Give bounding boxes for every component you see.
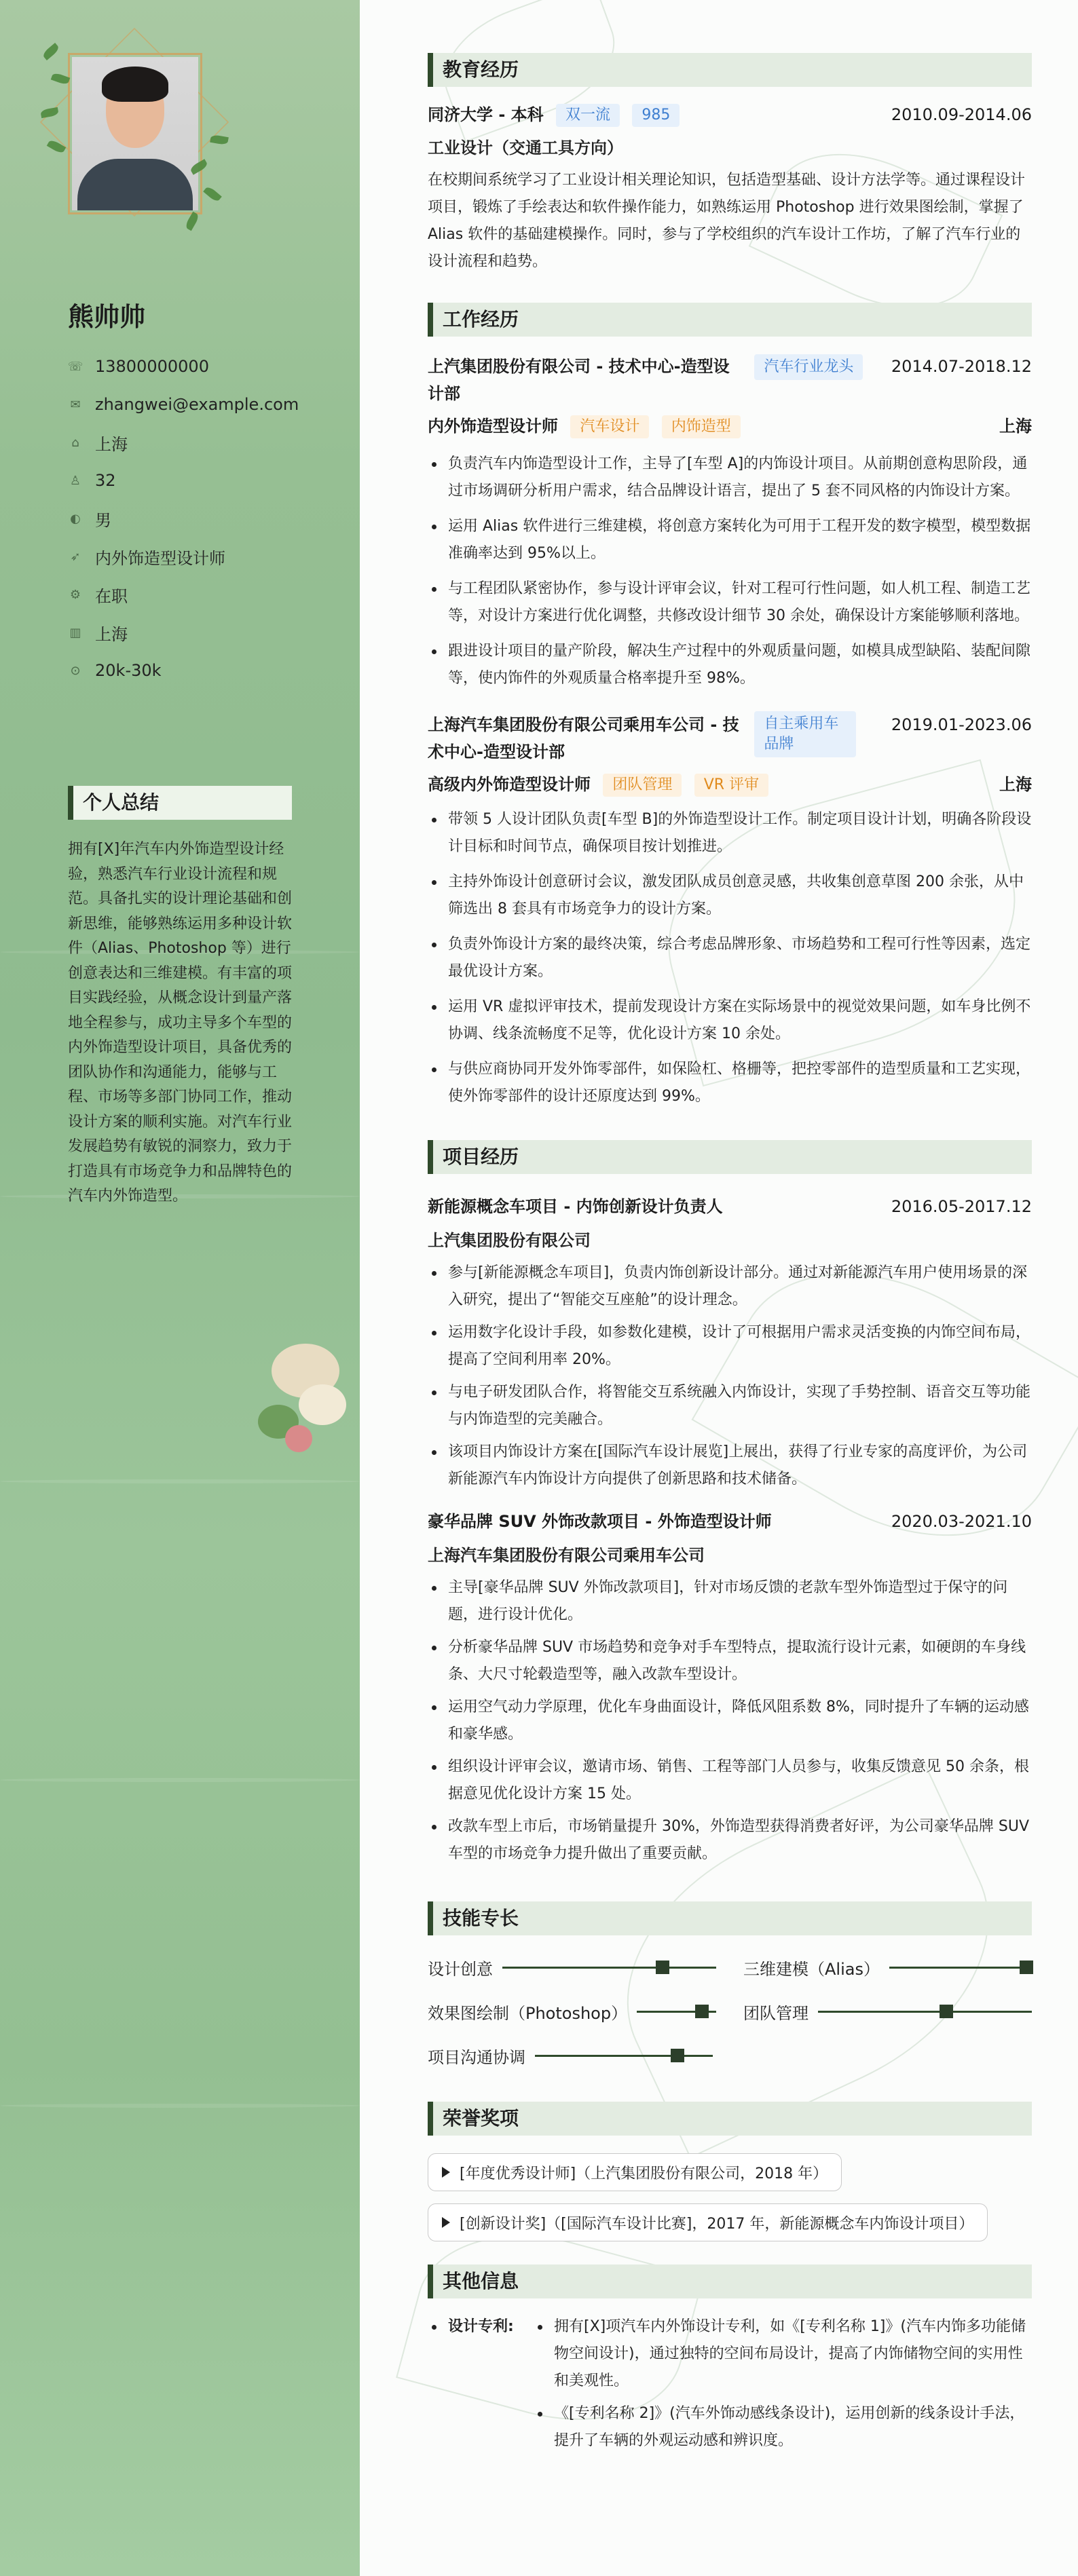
list-item: 跟进设计项目的量产阶段，解决生产过程中的外观质量问题，如模具成型缺陷、装配间隙等，使内饰件的外观质量合格率提升至 98%。: [428, 638, 1032, 692]
list-item: 运用 Alias 软件进行三维建模，将创意方案转化为可用于工程开发的数字模型，模型数据准确率达到 95%以上。: [428, 513, 1032, 567]
info-text: 20k-30k: [95, 661, 162, 680]
skill-name: 三维建模（Alias）: [743, 1960, 880, 1979]
skill-level-marker: [1020, 1961, 1033, 1974]
info-age: [68, 461, 339, 499]
project-bullets: [428, 1259, 1032, 1493]
flower-decoration: [299, 1384, 346, 1425]
honor-text: [创新设计奖]（[国际汽车设计比赛]，2017 年，新能源概念车内饰设计项目）: [460, 2215, 974, 2233]
city-icon: ▥: [69, 625, 81, 640]
list-item: 该项目内饰设计方案在[国际汽车设计展览]上展出，获得了行业专家的高度评价，为公司新能源汽车内饰设计方向提供了创新思路和技术储备。: [428, 1439, 1032, 1493]
gender-icon: ◐: [70, 511, 81, 526]
main-content: [360, 0, 1078, 2576]
list-item: 与电子研发团队合作，将智能交互系统融入内饰设计，实现了手势控制、语音交互等功能与内饰造型的完美融合。: [428, 1379, 1032, 1433]
info-phone: [68, 347, 339, 385]
job-bullets: [428, 806, 1032, 1110]
summary-text: 拥有[X]年汽车内外饰造型设计经验，熟悉汽车行业设计流程和规范。具备扎实的设计理论基础和创新思维，能够熟练运用多种设计软件（Alias、Photoshop 等）进行创意表达和三维建模。有丰富的项目实践经验，从概念设计到量产落地全程参与，成功主导多个车型的内外饰造型设计项目，具备优秀的团队协作和沟通能力，能够与工程、市场等多部门协同工作，推动设计方案的顺利实施。对汽车行业发展趋势有敏锐的洞察力，致力于打造具有市场竞争力和品牌特色的汽车内外饰造型。: [68, 841, 293, 1205]
section-title-honors: 荣誉奖项: [428, 2102, 1032, 2136]
skill-level-marker: [671, 2049, 684, 2062]
skill-level-marker: [940, 2005, 953, 2018]
age-icon: ♙: [69, 473, 81, 488]
info-text: 上海: [95, 624, 128, 644]
info-text: 在职: [95, 586, 128, 606]
skill-name: 项目沟通协调: [428, 2048, 525, 2067]
skill-item: [428, 1956, 716, 1980]
skill-name: 设计创意: [428, 1960, 493, 1979]
skill-name: 团队管理: [743, 2004, 809, 2023]
leaf-decoration: [41, 43, 60, 60]
mail-icon: ✉: [70, 397, 81, 412]
list-item: 运用数字化设计手段，如参数化建模，设计了可根据用户需求灵活变换的内饰空间布局，提高了空间利用率 20%。: [428, 1319, 1032, 1374]
info-city: [68, 613, 339, 651]
project-company: 上海汽车集团股份有限公司乘用车公司: [428, 1546, 705, 1565]
other-bullets: [534, 2313, 1032, 2455]
candidate-name: 熊帅帅: [68, 302, 146, 332]
list-item: 与工程团队紧密协作，参与设计评审会议，针对工程可行性问题，如人机工程、制造工艺等，对设计方案进行优化调整，共修改设计细节 30 余处，确保设计方案能够顺利落地。: [428, 575, 1032, 630]
leaf-decoration: [210, 134, 229, 145]
education-tag: 985: [632, 104, 680, 127]
job-company: 上海汽车集团股份有限公司乘用车公司 - 技术中心-造型设计部: [428, 715, 739, 761]
education-header: [428, 100, 1032, 129]
section-title-skills: 技能专长: [428, 1901, 1032, 1935]
flower-decoration: [285, 1425, 312, 1452]
list-item: 主导[豪华品牌 SUV 外饰改款项目]，针对市场反馈的老款车型外饰造型过于保守的问题，进行设计优化。: [428, 1574, 1032, 1629]
triangle-icon: [442, 2167, 450, 2178]
info-text: zhangwei@example.com: [95, 395, 299, 414]
leaf-decoration: [203, 185, 222, 203]
list-item: 拥有[X]项汽车内外饰设计专利，如《[专利名称 1]》(汽车内饰多功能储物空间设计)，通过独特的空间布局设计，提高了内饰储物空间的实用性和美观性。: [534, 2313, 1032, 2395]
phone-icon: ☏: [67, 359, 83, 374]
skills-grid: [428, 1956, 1032, 2068]
job-role-tag: VR 评审: [694, 774, 768, 797]
project-period: 2016.05-2017.12: [891, 1197, 1032, 1216]
info-text: 上海: [95, 434, 128, 454]
education-description: 在校期间系统学习了工业设计相关理论知识，包括造型基础、设计方法学等。通过课程设计项目，锻炼了手绘表达和软件操作能力，如熟练运用 Photoshop 进行效果图绘制，掌握了 Alias 软件的基础建模操作。同时，参与了学校组织的汽车设计工作坊，了解了汽车行业的设计流程和趋势。: [428, 172, 1026, 270]
skill-level-marker: [695, 2005, 709, 2018]
sidebar-texture: [0, 2104, 360, 2108]
summary-title: 个人总结: [68, 786, 292, 820]
list-item: 《[专利名称 2]》(汽车外饰动感线条设计)，运用创新的线条设计手法，提升了车辆的外观运动感和辨识度。: [534, 2400, 1032, 2455]
list-item: 负责汽车内饰造型设计工作，主导了[车型 A]的内饰设计项目。从前期创意构思阶段，通过市场调研分析用户需求，结合品牌设计语言，提出了 5 套不同风格的内饰设计方案。: [428, 451, 1032, 505]
triangle-icon: [442, 2217, 450, 2228]
contact-info-list: [68, 347, 339, 689]
sidebar: [0, 0, 360, 2576]
skill-bar: [889, 1967, 1032, 1969]
status-icon: ⚙: [69, 587, 81, 602]
skill-item: [743, 2000, 1032, 2024]
job-company: 上汽集团股份有限公司 - 技术中心-造型设计部: [428, 357, 730, 403]
info-status: [68, 575, 339, 613]
skill-bar: [818, 2011, 1032, 2013]
resume-body: [428, 53, 1032, 2455]
job-period: 2019.01-2023.06: [891, 715, 1032, 734]
info-text: 13800000000: [95, 357, 209, 376]
leaf-decoration: [51, 72, 71, 86]
other-label: 设计专利:: [428, 2313, 523, 2455]
honor-text: [年度优秀设计师]（上汽集团股份有限公司，2018 年）: [460, 2165, 828, 2182]
list-item: 负责外饰设计方案的最终决策，综合考虑品牌形象、市场趋势和工程可行性等因素，选定最优设计方案。: [428, 931, 1032, 985]
list-item: 组织设计评审会议，邀请市场、销售、工程等部门人员参与，收集反馈意见 50 余条，根据意见优化设计方案 15 处。: [428, 1754, 1032, 1808]
job-company-tag: 自主乘用车品牌: [754, 711, 856, 757]
info-text: 32: [95, 471, 116, 490]
job-bullets: [428, 451, 1032, 692]
project-company: 上汽集团股份有限公司: [428, 1231, 591, 1250]
info-location: [68, 423, 339, 461]
honor-item: [428, 2153, 842, 2191]
list-item: 主持外饰设计创意研讨会议，激发团队成员创意灵感，共收集创意草图 200 余张，从中筛选出 8 套具有市场竞争力的设计方案。: [428, 869, 1032, 923]
sidebar-texture: [0, 1778, 360, 1782]
home-icon: ⌂: [71, 435, 79, 450]
info-email: [68, 385, 339, 423]
job-role-tag: 团队管理: [603, 774, 682, 797]
project-name: 豪华品牌 SUV 外饰改款项目 - 外饰造型设计师: [428, 1512, 772, 1531]
position-icon: ➶: [70, 549, 81, 564]
leaf-decoration: [184, 212, 200, 231]
list-item: 运用 VR 虚拟评审技术，提前发现设计方案在实际场景中的视觉效果问题，如车身比例不协调、线条流畅度不足等，优化设计方案 10 余处。: [428, 993, 1032, 1048]
skill-name: 效果图绘制（Photoshop）: [428, 2004, 628, 2023]
section-title-other: 其他信息: [428, 2265, 1032, 2298]
list-item: 改款车型上市后，市场销量提升 30%，外饰造型获得消费者好评，为公司豪华品牌 SUV 车型的市场竞争力提升做出了重要贡献。: [428, 1813, 1032, 1868]
job-city: 上海: [999, 417, 1032, 436]
job-role-tag: 内饰造型: [662, 415, 741, 438]
skill-item: [743, 1956, 1032, 1980]
skill-level-marker: [656, 1961, 669, 1974]
other-info-row: [428, 2313, 1032, 2455]
list-item: 与供应商协同开发外饰零部件，如保险杠、格栅等，把控零部件的造型质量和工艺实现，使外饰零部件的设计还原度达到 99%。: [428, 1056, 1032, 1110]
info-text: 男: [95, 510, 111, 530]
section-title-work: 工作经历: [428, 303, 1032, 337]
list-item: 参与[新能源概念车项目]，负责内饰创新设计部分。通过对新能源汽车用户使用场景的深入研究，提出了“智能交互座舱”的设计理念。: [428, 1259, 1032, 1314]
photo-frame: [68, 53, 202, 214]
salary-icon: ⊙: [70, 663, 81, 678]
honor-item: [428, 2203, 988, 2241]
job-company-tag: 汽车行业龙头: [754, 354, 863, 380]
skill-item: [428, 2044, 713, 2068]
project-item: [428, 1504, 1032, 1868]
project-period: 2020.03-2021.10: [891, 1512, 1032, 1531]
skill-item: [428, 2000, 716, 2024]
project-item: [428, 1189, 1032, 1493]
info-position: [68, 537, 339, 575]
project-name: 新能源概念车项目 - 内饰创新设计负责人: [428, 1197, 723, 1216]
project-bullets: [428, 1574, 1032, 1868]
list-item: 运用空气动力学原理，优化车身曲面设计，降低风阻系数 8%，同时提升了车辆的运动感和豪华感。: [428, 1694, 1032, 1748]
job-role: 高级内外饰造型设计师: [428, 775, 591, 794]
skill-bar: [502, 1967, 716, 1969]
job-period: 2014.07-2018.12: [891, 357, 1032, 376]
section-title-projects: 项目经历: [428, 1140, 1032, 1174]
education-period: 2010.09-2014.06: [891, 105, 1032, 124]
job-item: [428, 711, 1032, 1110]
education-major: 工业设计（交通工具方向）: [428, 138, 623, 157]
list-item: 带领 5 人设计团队负责[车型 B]的外饰造型设计工作。制定项目设计计划，明确各阶段设计目标和时间节点，确保项目按计划推进。: [428, 806, 1032, 860]
section-title-education: 教育经历: [428, 53, 1032, 87]
job-role: 内外饰造型设计师: [428, 417, 558, 436]
education-tag: 双一流: [556, 104, 620, 127]
job-item: [428, 353, 1032, 692]
job-city: 上海: [999, 775, 1032, 794]
skill-bar: [535, 2055, 713, 2057]
sidebar-texture: [0, 1479, 360, 1483]
job-role-tag: 汽车设计: [570, 415, 649, 438]
info-salary: [68, 651, 339, 689]
info-text: 内外饰造型设计师: [95, 548, 225, 568]
list-item: 分析豪华品牌 SUV 市场趋势和竞争对手车型特点，提取流行设计元素，如硬朗的车身线条、大尺寸轮毂造型等，融入改款车型设计。: [428, 1634, 1032, 1688]
info-gender: [68, 499, 339, 537]
education-school: 同济大学 - 本科: [428, 105, 544, 124]
skill-bar: [637, 2011, 716, 2013]
